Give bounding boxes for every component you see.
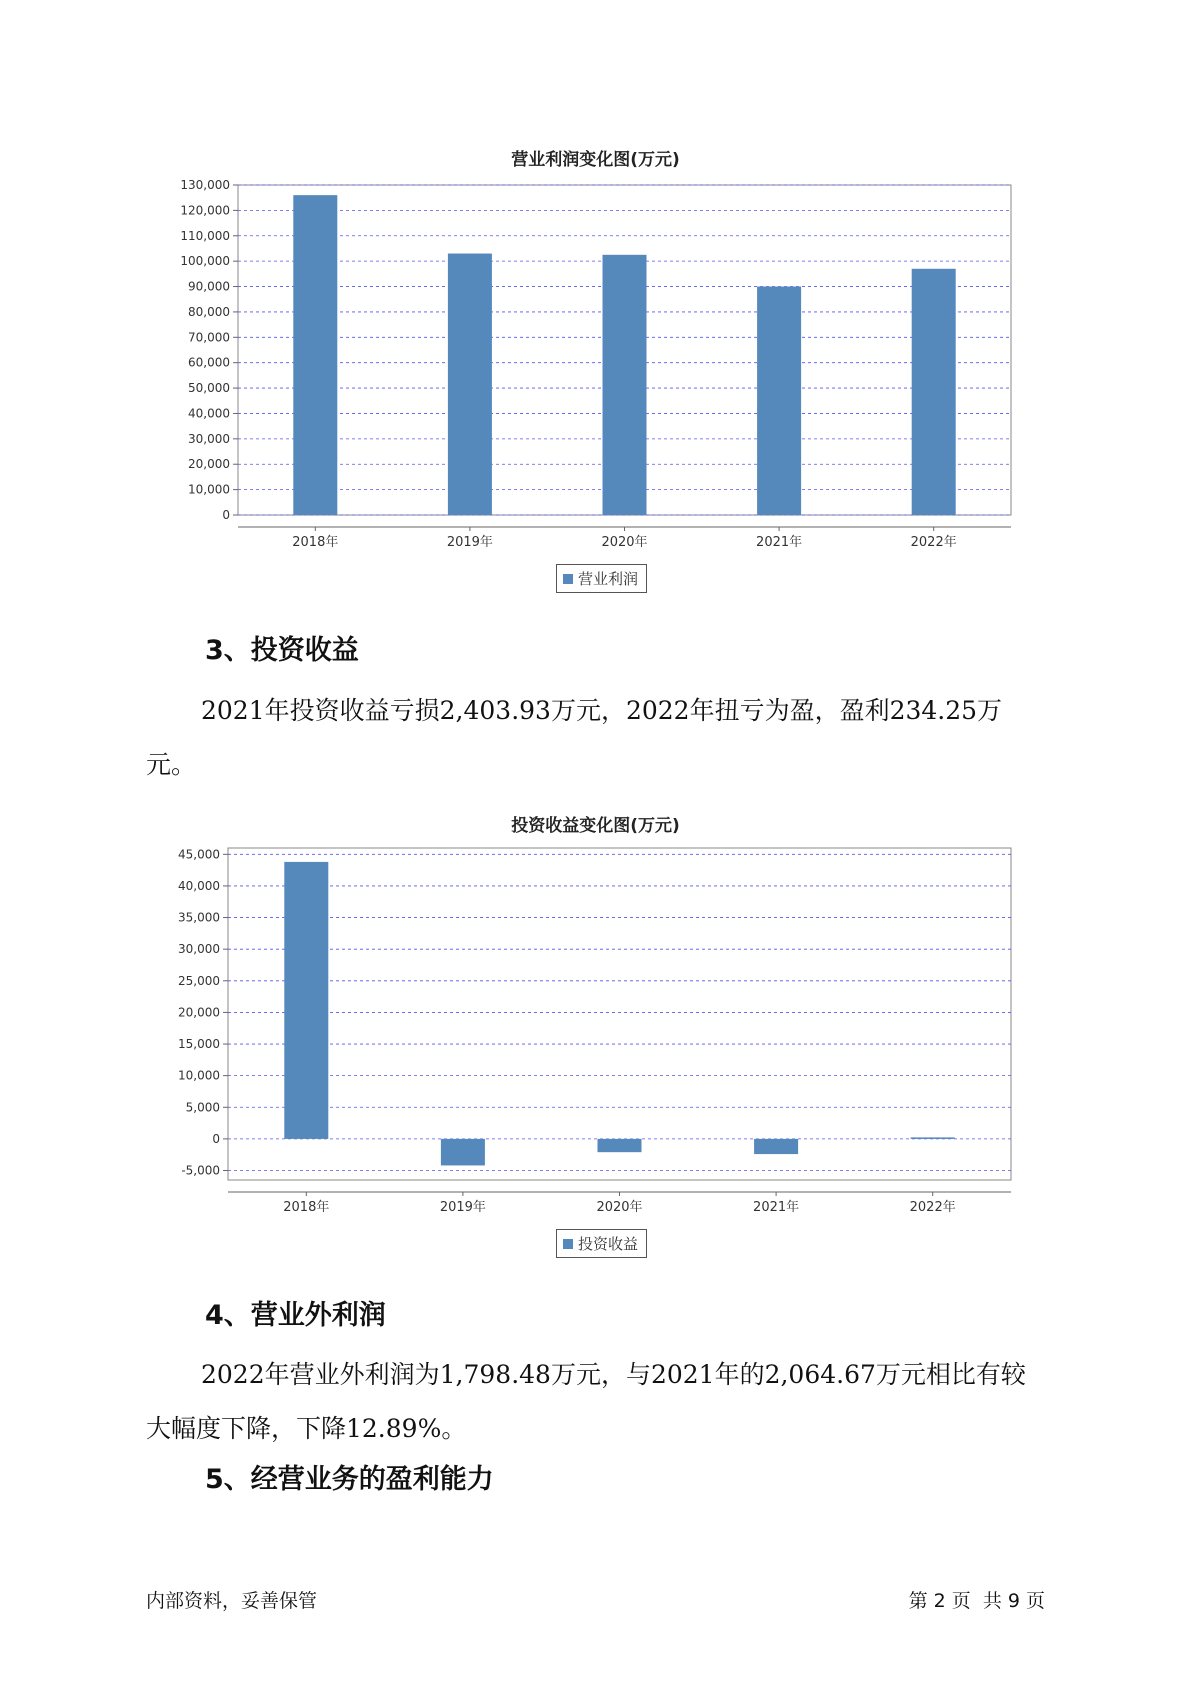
y-tick-label: 50,000 (188, 381, 230, 396)
legend-swatch (563, 574, 573, 584)
y-tick-label: 60,000 (188, 355, 230, 370)
y-tick-label: 20,000 (188, 457, 230, 472)
x-tick-label: 2018年 (292, 535, 339, 550)
y-tick-label: 30,000 (178, 942, 220, 957)
chart2-legend-label: 投资收益 (578, 1235, 639, 1253)
y-tick-label: 130,000 (180, 178, 230, 192)
bar (293, 195, 337, 515)
section-3-heading: 3、投资收益 (205, 635, 359, 666)
bar (757, 287, 801, 515)
x-tick-label: 2022年 (909, 1200, 956, 1215)
x-tick-label: 2020年 (601, 535, 648, 550)
y-tick-label: 110,000 (180, 228, 230, 243)
chart2-title: 投资收益变化图(万元) (511, 816, 680, 836)
y-tick-label: 100,000 (180, 254, 230, 269)
bar (441, 1139, 485, 1166)
section-4-paragraph: 2022年营业外利润为1,798.48万元，与2021年的2,064.67万元相比有较大幅度下降，下降12.89%。 (146, 1360, 1026, 1443)
chart1-title: 营业利润变化图(万元) (511, 150, 680, 170)
plot-area (228, 848, 1011, 1180)
chart2-legend (556, 1229, 647, 1258)
bar (284, 862, 328, 1139)
y-tick-label: 40,000 (178, 878, 220, 893)
bar (448, 254, 492, 515)
x-tick-label: 2021年 (753, 1200, 800, 1215)
y-tick-label: 70,000 (188, 330, 230, 345)
y-tick-label: -5,000 (181, 1163, 220, 1178)
bar (754, 1139, 798, 1154)
operating-profit-chart (0, 170, 1191, 550)
chart1-legend-label: 营业利润 (578, 570, 639, 588)
y-tick-label: 10,000 (178, 1068, 220, 1083)
y-tick-label: 35,000 (178, 910, 220, 925)
y-tick-label: 45,000 (178, 847, 220, 862)
footer-confidential-note: 内部资料，妥善保管 (146, 1590, 318, 1612)
chart1-legend (556, 564, 647, 593)
y-tick-label: 15,000 (178, 1037, 220, 1052)
x-tick-label: 2019年 (446, 535, 493, 550)
y-tick-label: 40,000 (188, 406, 230, 421)
y-tick-label: 25,000 (178, 973, 220, 988)
y-tick-label: 120,000 (180, 203, 230, 218)
y-tick-label: 5,000 (185, 1100, 220, 1115)
investment-income-chart (0, 838, 1191, 1215)
section-5-heading: 5、经营业务的盈利能力 (205, 1464, 494, 1495)
y-tick-label: 20,000 (178, 1005, 220, 1020)
x-tick-label: 2018年 (283, 1200, 330, 1215)
bar (911, 1137, 955, 1139)
x-tick-label: 2021年 (756, 535, 803, 550)
x-tick-label: 2019年 (439, 1200, 486, 1215)
bar (912, 269, 956, 515)
y-tick-label: 0 (212, 1131, 220, 1146)
x-tick-label: 2020年 (596, 1200, 643, 1215)
section-3-paragraph: 2021年投资收益亏损2,403.93万元，2022年扭亏为盈，盈利234.25万元。 (146, 696, 1003, 779)
y-tick-label: 90,000 (188, 279, 230, 294)
x-tick-label: 2022年 (910, 535, 957, 550)
bar (603, 255, 647, 515)
footer-page-number: 第 2 页 共 9 页 (908, 1590, 1045, 1612)
y-tick-label: 80,000 (188, 304, 230, 319)
bar (598, 1139, 642, 1152)
y-tick-label: 10,000 (188, 482, 230, 497)
legend-swatch (563, 1239, 573, 1249)
y-tick-label: 30,000 (188, 431, 230, 446)
y-tick-label: 0 (222, 508, 230, 522)
section-4-heading: 4、营业外利润 (205, 1300, 386, 1331)
